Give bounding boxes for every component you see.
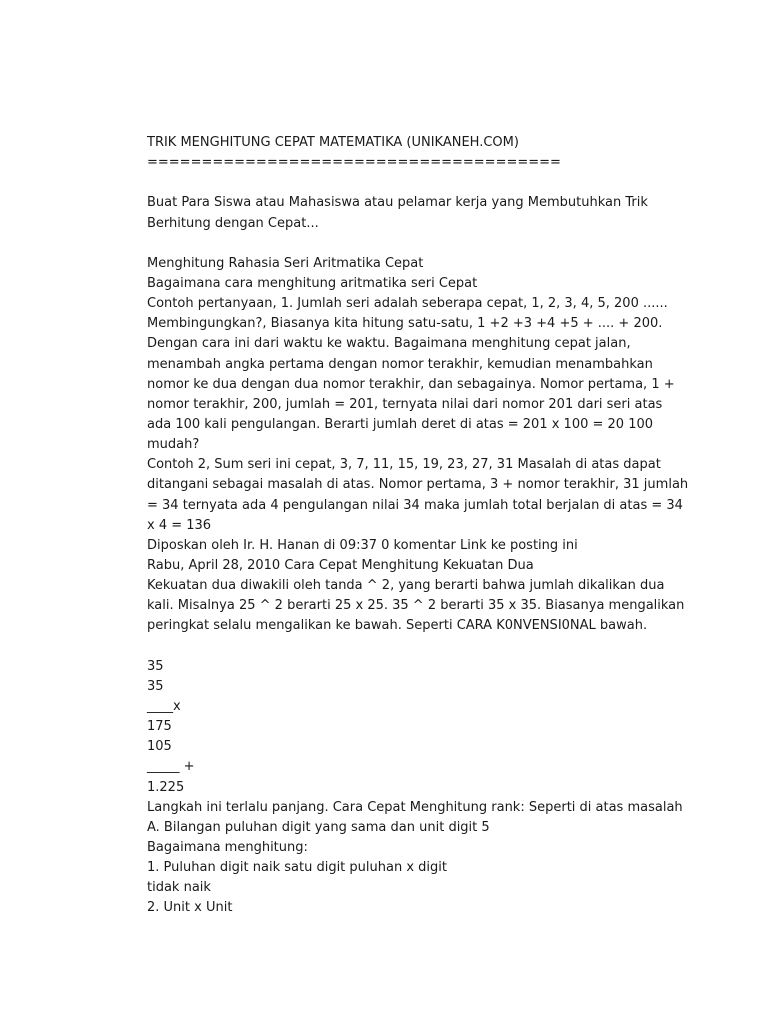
calc-line: 35 bbox=[147, 678, 164, 694]
paragraph-line: Contoh 2, Sum seri ini cepat, 3, 7, 11, 15, 19, 23, 27, 31 Masalah di atas dapat bbox=[147, 457, 661, 473]
paragraph-line: kali. Misalnya 25 ^ 2 berarti 25 x 25. 35 ^ 2 berarti 35 x 35. Biasanya mengalikan bbox=[147, 598, 685, 614]
paragraph-line: x 4 = 136 bbox=[147, 517, 212, 533]
title-underline: ====================================== bbox=[147, 155, 561, 171]
intro-line: Berhitung dengan Cepat... bbox=[147, 215, 319, 231]
calc-line: 1.225 bbox=[147, 779, 185, 795]
blank-line bbox=[147, 234, 747, 254]
intro-line: Buat Para Siswa atau Mahasiswa atau pelamar kerja yang Membutuhkan Trik bbox=[147, 195, 648, 211]
paragraph-line: nomor terakhir, 200, jumlah = 201, ternyata nilai dari nomor 201 dari seri atas bbox=[147, 396, 663, 412]
list-item: 2. Unit x Unit bbox=[147, 900, 233, 916]
paragraph-line: ada 100 kali pengulangan. Berarti jumlah deret di atas = 201 x 100 = 20 100 bbox=[147, 416, 654, 432]
paragraph-line: nomor ke dua dengan dua nomor terakhir, dan sebagainya. Nomor pertama, 1 + bbox=[147, 376, 675, 392]
paragraph-line: mudah? bbox=[147, 437, 200, 453]
list-item: 1. Puluhan digit naik satu digit puluhan x digit bbox=[147, 860, 447, 876]
calc-line: ____x bbox=[147, 698, 181, 714]
paragraph-line: ditangani sebagai masalah di atas. Nomor pertama, 3 + nomor terakhir, 31 jumlah bbox=[147, 477, 689, 493]
calc-line: 105 bbox=[147, 739, 172, 755]
paragraph-line: Bagaimana cara menghitung aritmatika seri Cepat bbox=[147, 275, 478, 291]
paragraph-line: A. Bilangan puluhan digit yang sama dan unit digit 5 bbox=[147, 819, 490, 835]
paragraph-line: Dengan cara ini dari waktu ke waktu. Bagaimana menghitung cepat jalan, bbox=[147, 336, 631, 352]
paragraph-line: Kekuatan dua diwakili oleh tanda ^ 2, yang berarti bahwa jumlah dikalikan dua bbox=[147, 578, 665, 594]
calc-line: _____ + bbox=[147, 759, 195, 775]
list-item: tidak naik bbox=[147, 880, 211, 896]
calc-line: 35 bbox=[147, 658, 164, 674]
calc-line: 175 bbox=[147, 719, 172, 735]
paragraph-line: Langkah ini terlalu panjang. Cara Cepat Menghitung rank: Seperti di atas masalah bbox=[147, 799, 683, 815]
blank-line bbox=[147, 173, 747, 193]
post-footer-line: Diposkan oleh Ir. H. Hanan di 09:37 0 komentar Link ke posting ini bbox=[147, 537, 578, 553]
paragraph-line: Membingungkan?, Biasanya kita hitung satu-satu, 1 +2 +3 +4 +5 + .... + 200. bbox=[147, 316, 663, 332]
paragraph-line: menambah angka pertama dengan nomor terakhir, kemudian menambahkan bbox=[147, 356, 653, 372]
paragraph-line: Contoh pertanyaan, 1. Jumlah seri adalah seberapa cepat, 1, 2, 3, 4, 5, 200 ...... bbox=[147, 296, 668, 312]
post-date-heading: Rabu, April 28, 2010 Cara Cepat Menghitung Kekuatan Dua bbox=[147, 557, 534, 573]
paragraph-line: Bagaimana menghitung: bbox=[147, 839, 308, 855]
paragraph-line: peringkat selalu mengalikan ke bawah. Seperti CARA K0NVENSI0NAL bawah. bbox=[147, 618, 648, 634]
blank-line bbox=[147, 637, 747, 657]
section-heading: Menghitung Rahasia Seri Aritmatika Cepat bbox=[147, 255, 424, 271]
document-title: TRIK MENGHITUNG CEPAT MATEMATIKA (UNIKANEH.COM) bbox=[147, 135, 519, 150]
document-page bbox=[147, 133, 747, 918]
paragraph-line: = 34 ternyata ada 4 pengulangan nilai 34 maka jumlah total berjalan di atas = 34 bbox=[147, 497, 683, 513]
